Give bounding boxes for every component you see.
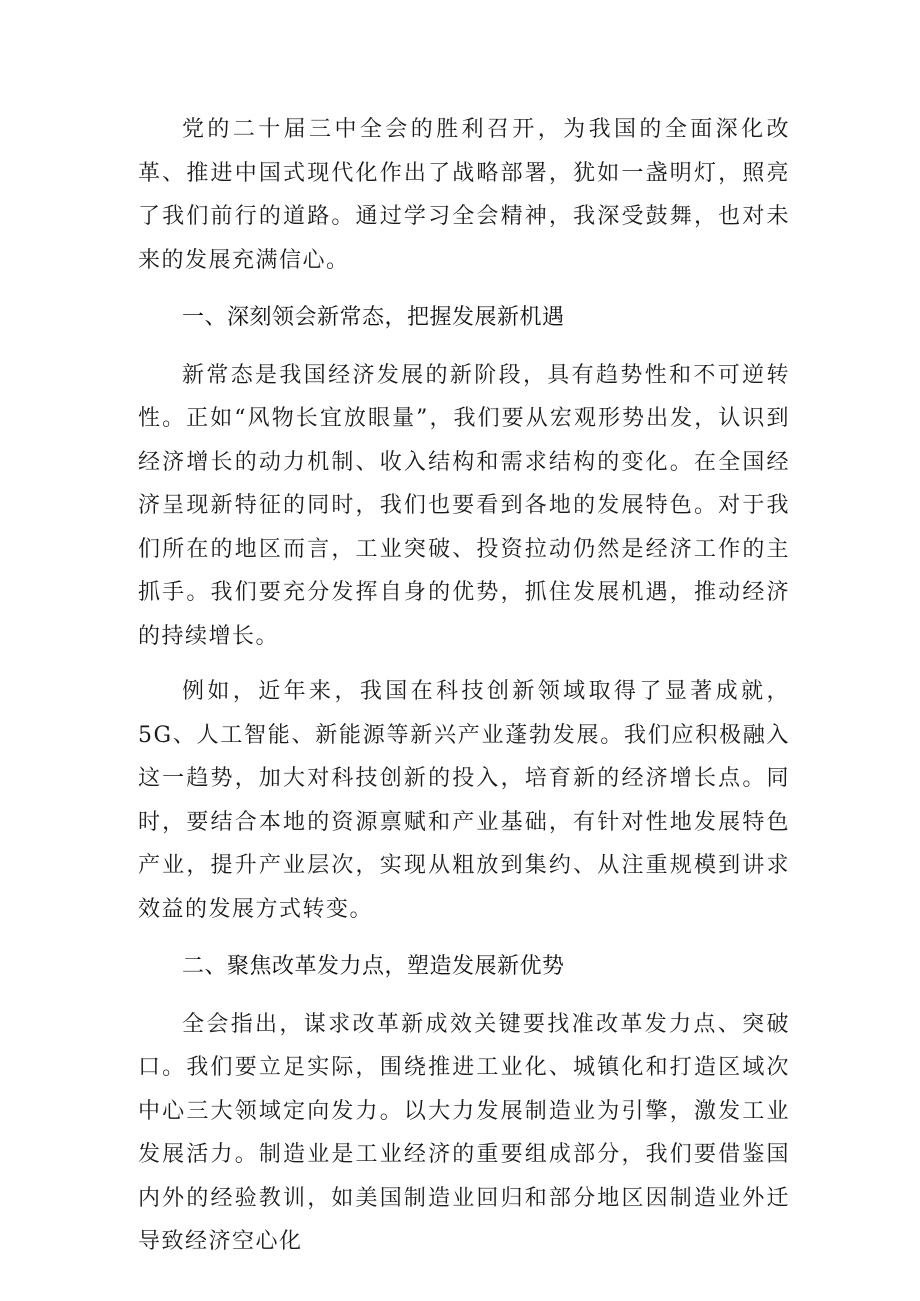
section-2-paragraph-1: 全会指出，谋求改革新成效关键要找准改革发力点、突破口。我们要立足实际，围绕推进工业化、城镇化和打造区域次中心三大领域定向发力。以大力发展制造业为引擎，激发工业发展活力。制造业是工业经济的重要组成部分，我们要借鉴国内外的经验教训，如美国制造业回归和部分地区因制造业外迁导致经济空心化 [138, 1011, 790, 1254]
section-2-heading: 二、聚焦改革发力点，塑造发展新优势 [182, 954, 565, 979]
intro-paragraph: 党的二十届三中全会的胜利召开，为我国的全面深化改革、推进中国式现代化作出了战略部署，犹如一盏明灯，照亮了我们前行的道路。通过学习全会精神，我深受鼓舞，也对未来的发展充满信心。 [138, 117, 790, 273]
section-1-paragraph-2: 例如，近年来，我国在科技创新领域取得了显著成就，5G、人工智能、新能源等新兴产业蓬勃发展。我们应积极融入这一趋势，加大对科技创新的投入，培育新的经济增长点。同时，要结合本地的资源禀赋和产业基础，有针对性地发展特色产业，提升产业层次，实现从粗放到集约、从注重规模到讲求效益的发展方式转变。 [138, 679, 790, 922]
section-1-heading: 一、深刻领会新常态，把握发展新机遇 [182, 305, 565, 330]
document-body [138, 108, 790, 1276]
section-1-paragraph-1: 新常态是我国经济发展的新阶段，具有趋势性和不可逆转性。正如“风物长宜放眼量”，我们要从宏观形势出发，认识到经济增长的动力机制、收入结构和需求结构的变化。在全国经济呈现新特征的同时，我们也要看到各地的发展特色。对于我们所在的地区而言，工业突破、投资拉动仍然是经济工作的主抓手。我们要充分发挥自身的优势，抓住发展机遇，推动经济的持续增长。 [138, 362, 790, 649]
